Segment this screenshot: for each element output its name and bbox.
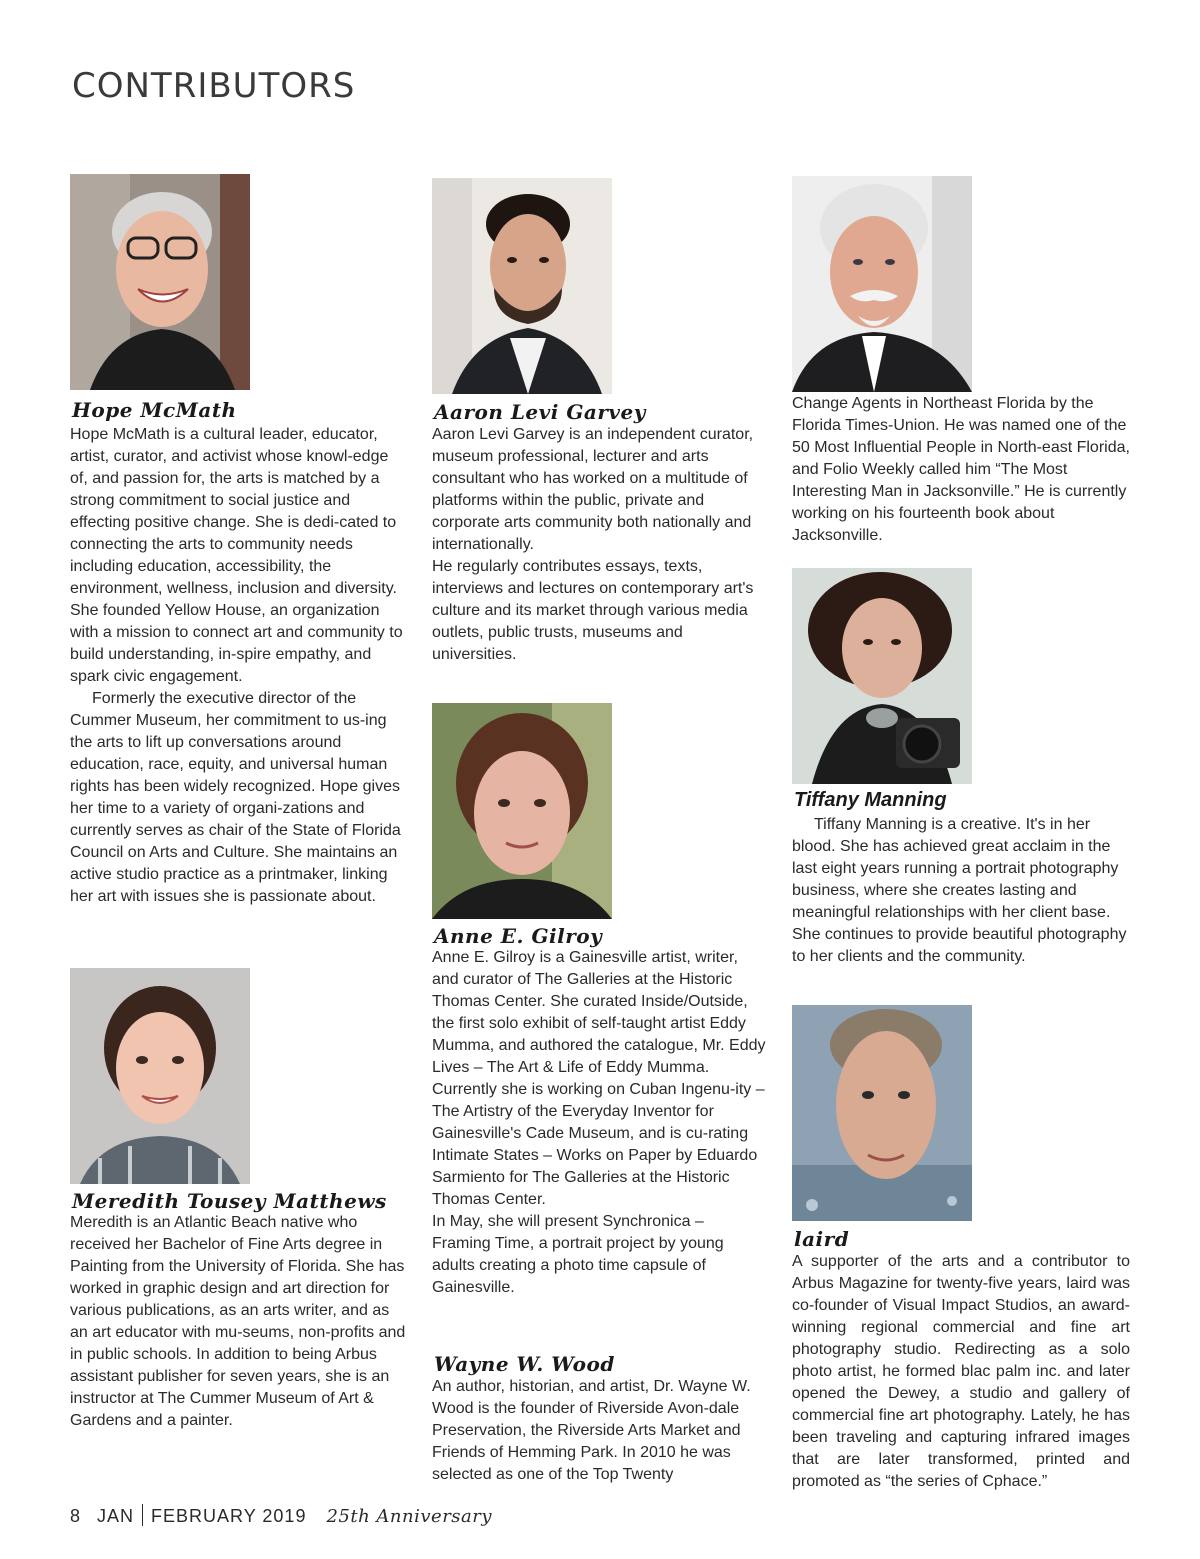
- bio-paragraph: Formerly the executive director of the Cummer Museum, her commitment to us-ing the arts to lift up conversations around education, race, equity, and universal human rights has been widely recognized. Hope gives her time to a variety of organi-zations and currently serves as chair of the State of Florida Council on Arts and Culture. She maintains an active studio practice as a printmaker, linking her art with issues she is passionate about.: [70, 690, 401, 905]
- contributor-bio: [792, 814, 1130, 968]
- contributor-bio: [792, 1251, 1130, 1493]
- aaron-levi-garvey-photo: [432, 178, 612, 394]
- contributor-bio: [792, 393, 1130, 547]
- page-footer: [70, 1504, 492, 1527]
- contributor-bio: [70, 1212, 406, 1432]
- meredith-tousey-matthews-photo: [70, 968, 250, 1184]
- bio-paragraph: Aaron Levi Garvey is an independent curator, museum professional, lecturer and arts consultant who has worked on a multitude of platforms within the public, private and corporate arts community both nationally and internationally.: [432, 426, 754, 553]
- contributor-bio: [432, 1376, 766, 1486]
- bio-paragraph: An author, historian, and artist, Dr. Wayne W. Wood is the founder of Riverside Avon-dale Preservation, the Riverside Arts Market and Friends of Hemming Park. In 2010 he was selected as one of the Top Twenty: [432, 1378, 751, 1483]
- bio-paragraph: He regularly contributes essays, texts, interviews and lectures on contemporary art's culture and its market through various media outlets, public trusts, museums and universities.: [432, 558, 754, 663]
- bio-paragraph: In May, she will present Synchronica – Framing Time, a portrait project by young adults creating a photo time capsule of Gainesville.: [432, 1213, 724, 1296]
- contributor-bio: [432, 947, 766, 1299]
- contributor-name: laird: [794, 1227, 850, 1251]
- contributor-name: Anne E. Gilroy: [434, 924, 603, 948]
- hope-mcmath-photo: [70, 174, 250, 390]
- bio-paragraph: Anne E. Gilroy is a Gainesville artist, writer, and curator of The Galleries at the Historic Thomas Center. She curated Inside/Outside, the first solo exhibit of self-taught artist Eddy Mumma, and authored the catalogue, Mr. Eddy Lives – The Art & Life of Eddy Mumma. Currently she is working on Cuban Ingenu-ity – The Artistry of the Everyday Inventor for Gainesville's Cade Museum, and is cu-rating Intimate States – Works on Paper by Eduardo Sarmiento for The Galleries at the Historic Thomas Center.: [432, 949, 766, 1208]
- bio-paragraph: Change Agents in Northeast Florida by the Florida Times-Union. He was named one of the 50 Most Influential People in North-east Florida, and Folio Weekly called him “The Most Interesting Man in Jacksonville.” He is currently working on his fourteenth book about Jacksonville.: [792, 395, 1130, 544]
- tiffany-manning-photo: [792, 568, 972, 784]
- bio-paragraph: Hope McMath is a cultural leader, educator, artist, curator, and activist whose knowl-edge of, and passion for, the arts is matched by a strong commitment to social justice and effecting positive change. She is dedi-cated to connecting the arts to community needs including education, accessibility, the environment, wellness, inclusion and diversity. She founded Yellow House, an organization with a mission to connect art and community to build understanding, in-spire empathy, and spark civic engagement.: [70, 426, 403, 685]
- contributor-name: Hope McMath: [72, 398, 237, 422]
- anniversary-label: 25th Anniversary: [326, 1506, 493, 1527]
- contributor-name: Aaron Levi Garvey: [434, 400, 646, 424]
- contributor-name: Tiffany Manning: [794, 789, 947, 811]
- anne-e-gilroy-photo: [432, 703, 612, 919]
- page-title: CONTRIBUTORS: [72, 66, 356, 106]
- contributor-name: Meredith Tousey Matthews: [72, 1189, 387, 1213]
- issue-date: FEBRUARY 2019: [151, 1506, 307, 1526]
- page-number: 8: [70, 1506, 82, 1526]
- wayne-w-wood-photo: [792, 176, 972, 392]
- contributor-name: Wayne W. Wood: [434, 1352, 615, 1376]
- bio-paragraph: Meredith is an Atlantic Beach native who received her Bachelor of Fine Arts degree in Painting from the University of Florida. She has worked in graphic design and art direction for various publications, as an arts writer, and as an art educator with mu-seums, non-profits and in public schools. In addition to being Arbus assistant publisher for seven years, she is an instructor at The Cummer Museum of Art & Gardens and a painter.: [70, 1214, 406, 1429]
- contributor-bio: [432, 424, 766, 666]
- issue-month: JAN: [97, 1506, 135, 1526]
- bio-paragraph: A supporter of the arts and a contributor to Arbus Magazine for twenty-five years, laird was co-founder of Visual Impact Studios, an award-winning regional commercial and fine art photography studio. Redirecting as a solo photo artist, he formed blac palm inc. and later opened the Dewey, a studio and gallery of commercial fine art photography. Lately, he has been traveling and capturing infrared images that are later transformed, printed and promoted as “the series of Cphace.”: [792, 1253, 1130, 1490]
- laird-photo: [792, 1005, 972, 1221]
- footer-divider: [142, 1504, 143, 1526]
- contributor-bio: [70, 424, 406, 908]
- bio-paragraph: Tiffany Manning is a creative. It's in her blood. She has achieved great acclaim in the last eight years running a portrait photography business, where she creates lasting and meaningful relationships with her client base. She continues to provide beautiful photography to her clients and the community.: [792, 816, 1127, 965]
